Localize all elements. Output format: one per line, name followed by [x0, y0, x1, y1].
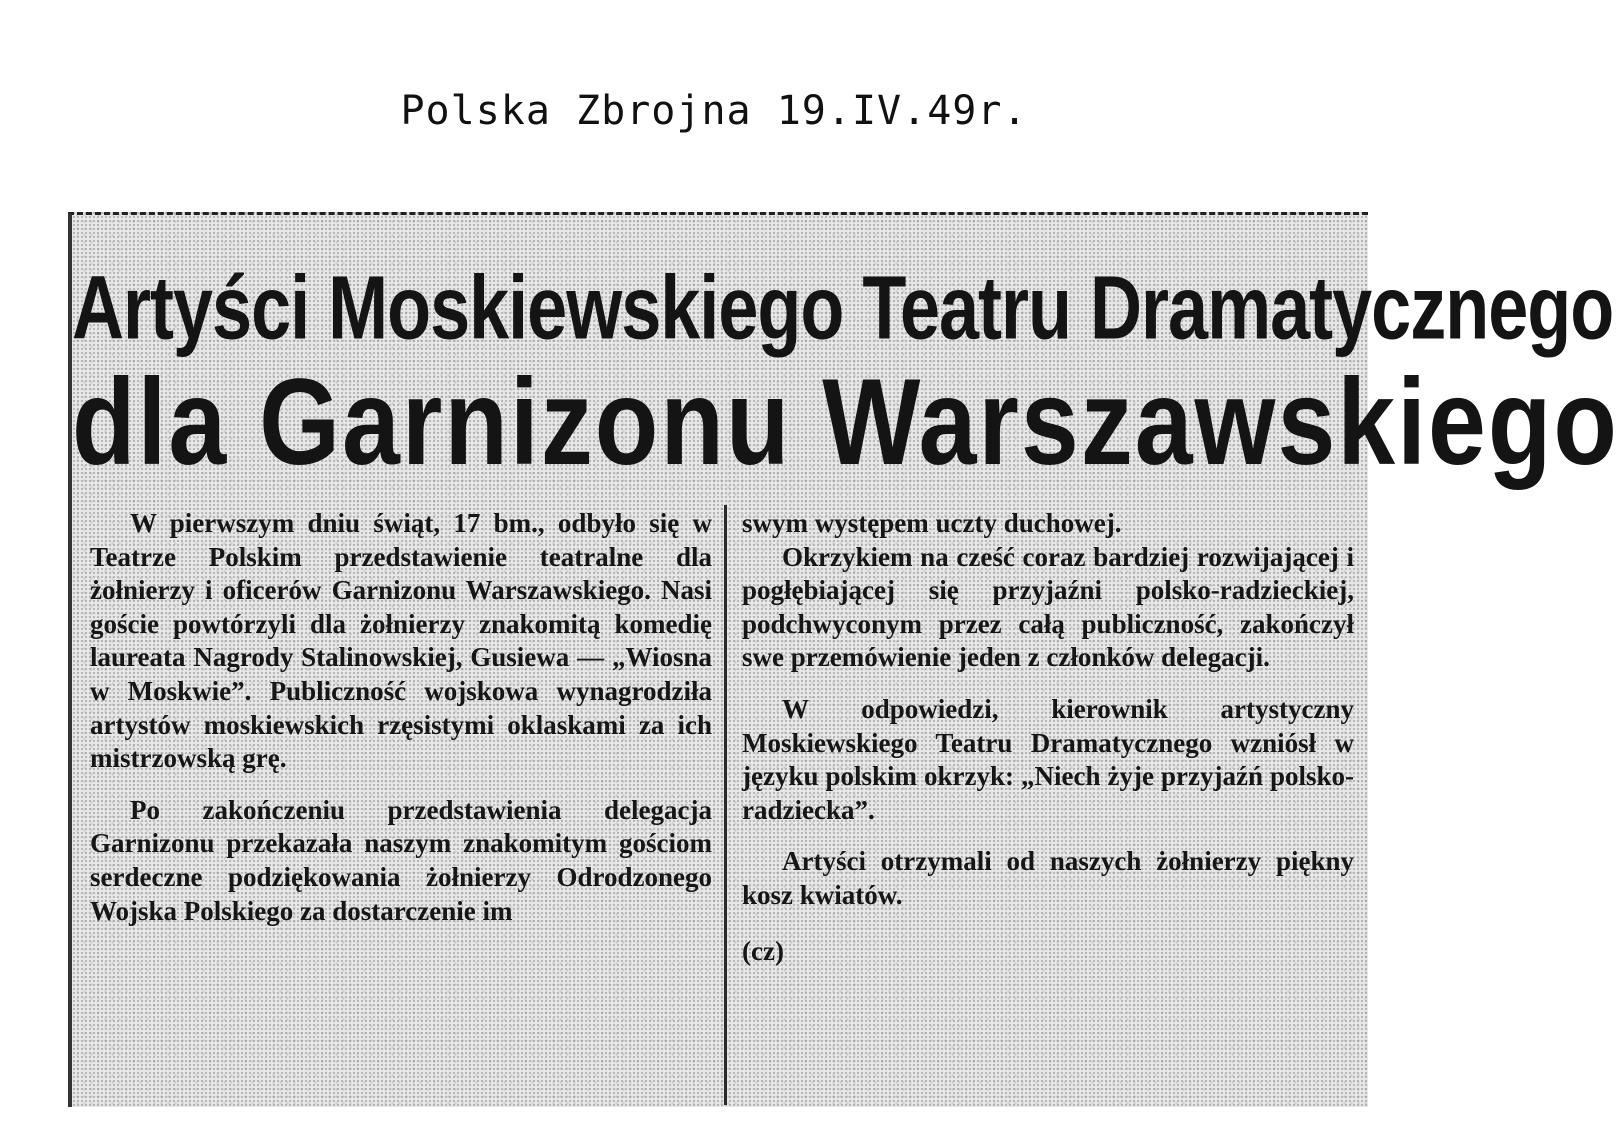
column-divider [724, 505, 727, 1105]
article-right-column [742, 507, 1354, 968]
left-paragraph-1: W pierwszym dniu świąt, 17 bm., odbyło się w Teatrze Polskim przedstawienie teatralne dla żołnierzy i oficerów Garnizonu Warszawskiego. Nasi goście powtórzyli dla żołnierzy znakomitą komedię laureata Nagrody Stalinowskiej, Gusiewa — „Wiosna w Moskwie”. Publiczność wojskowa wynagrodziła artystów moskiewskich rzęsistymi oklaskami za ich mistrzowską grę. [90, 508, 712, 774]
right-paragraph-1: swym występem uczty duchowej. [742, 508, 1122, 538]
right-paragraph-2: Okrzykiem na cześć coraz bardziej rozwijającej i pogłębiającej się przyjaźni polsko-radzieckiej, podchwyconym przez całą publiczność, zakończył swe przemówienie jeden z członków delegacji. [742, 541, 1354, 673]
article-left-column [90, 507, 712, 928]
right-paragraph-4: Artyści otrzymali od naszych żołnierzy piękny kosz kwiatów. [742, 846, 1354, 910]
headline-line-2: dla Garnizonu Warszawskiego [72, 354, 1619, 492]
author-signature: (cz) [742, 935, 784, 966]
right-paragraph-3: W odpowiedzi, kierownik artystyczny Moskiewskiego Teatru Dramatycznego wzniósł w języku polskim okrzyk: „Niech żyje przyjaźń polsko-radziecka”. [742, 693, 1354, 825]
left-paragraph-2: Po zakończeniu przedstawienia delegacja Garnizonu przekazała naszym znakomitym gościom serdeczne podziękowania żołnierzy Odrodzonego Wojska Polskiego za dostarczenie im [90, 794, 712, 926]
typed-source-caption: Polska Zbrojna 19.IV.49r. [400, 88, 1028, 134]
headline-line-1: Artyści Moskiewskiego Teatru Dramatycznego [72, 258, 1614, 359]
newspaper-clipping [68, 212, 1619, 1107]
